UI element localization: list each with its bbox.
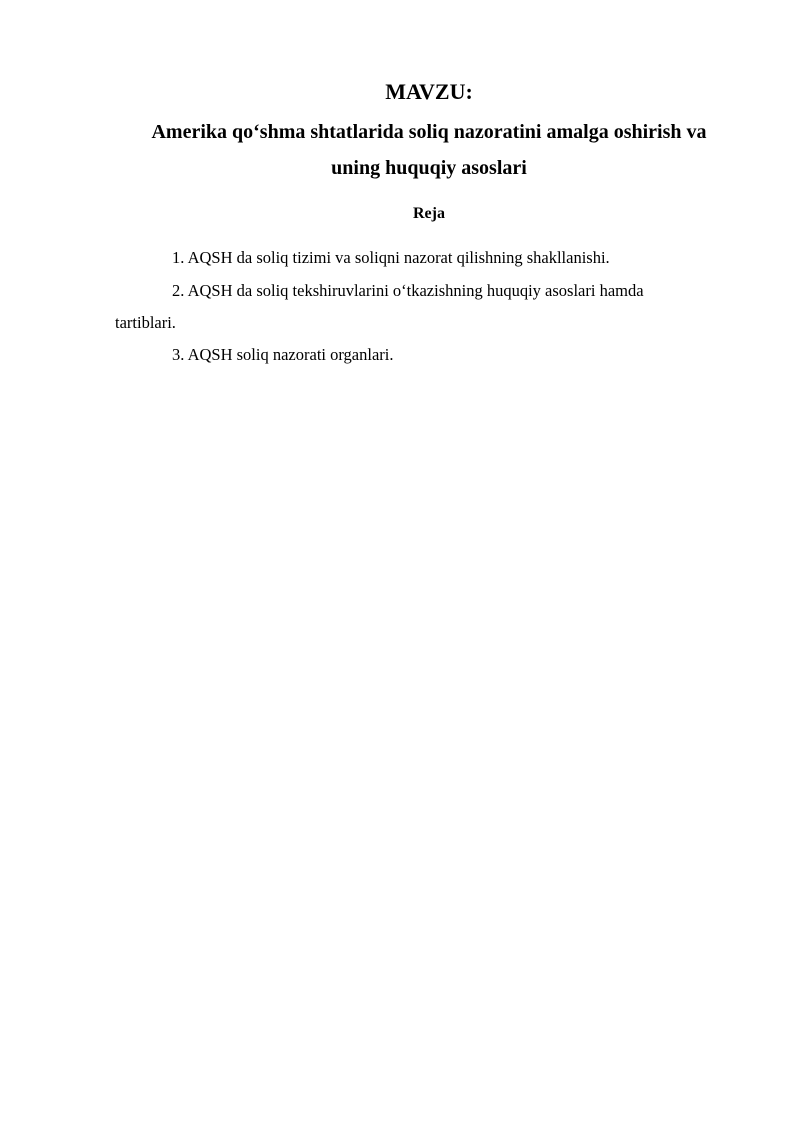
document-title-line-2: uning huquqiy asoslari (331, 157, 527, 179)
document-title-line-1: Amerika qo‘shma shtatlarida soliq nazoratini amalga oshirish va (151, 121, 707, 143)
plan-item-2: 2. AQSH da soliq tekshiruvlarini o‘tkazishning huquqiy asoslari hamda (172, 281, 644, 300)
plan-item-1: 1. AQSH da soliq tizimi va soliqni nazorat qilishning shakllanishi. (172, 248, 610, 267)
topic-label: MAVZU: (385, 79, 473, 104)
plan-item-3: 3. AQSH soliq nazorati organlari. (172, 345, 394, 364)
plan-heading: Reja (413, 205, 445, 222)
plan-item-2-continuation: tartiblari. (115, 313, 176, 332)
